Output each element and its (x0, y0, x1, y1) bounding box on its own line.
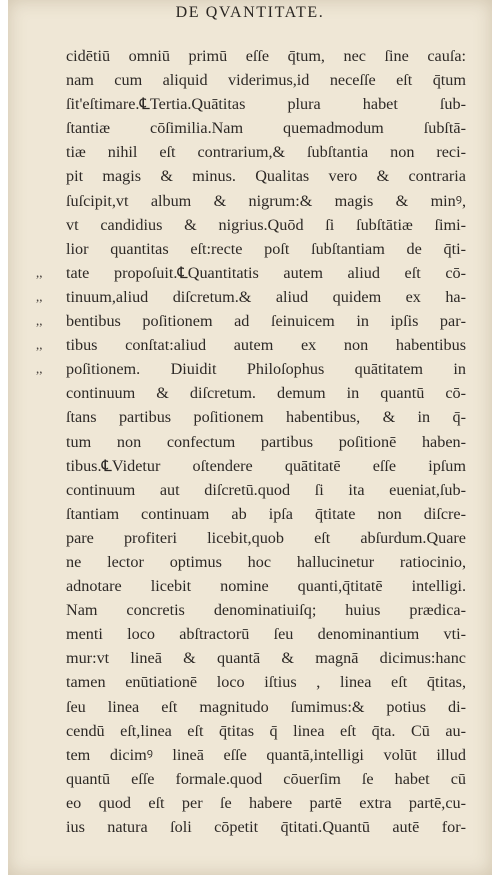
text-line (66, 743, 466, 767)
line-text: ſeu linea eſt magnitudo ſumimus:& potius di‑ (66, 697, 466, 716)
line-text: tinuum,aliud diſcretum.& aliud quidem ex ha‑ (66, 287, 466, 306)
margin-quote-mark: ,, (36, 313, 43, 329)
text-line (66, 405, 466, 429)
line-text: tamen enūtiationē loco iſtius , linea eſt q̄titas, (66, 673, 466, 692)
margin-quote-mark: ,, (36, 361, 43, 377)
text-line (36, 333, 466, 357)
text-line (66, 502, 466, 526)
text-line (66, 550, 466, 574)
line-text: poſitionem. Diuidit Philoſophus quātitatem in (66, 360, 466, 379)
text-line (36, 285, 466, 309)
line-text: eo quod eſt per ſe habere partē extra partē,cu‑ (66, 793, 466, 812)
text-line (66, 164, 466, 188)
line-text: cidētiū omniū primū eſſe q̄tum, nec ſine cauſa: (66, 47, 466, 65)
text-line (66, 140, 466, 164)
text-line (66, 213, 466, 237)
text-line (66, 478, 466, 502)
book-page (8, 0, 492, 875)
text-line (66, 526, 466, 550)
body-text (36, 44, 466, 839)
line-text: tiæ nihil eſt contrarium,& ſubſtantia non reci‑ (66, 143, 466, 162)
text-line (66, 116, 466, 140)
text-line (66, 695, 466, 719)
text-line (36, 357, 466, 381)
text-line (66, 237, 466, 261)
running-title: DE QVANTITATE. (175, 4, 325, 21)
text-line (66, 92, 466, 116)
text-line (66, 767, 466, 791)
text-line (36, 261, 466, 285)
line-text: continuum aut diſcretū.quod ſi ita eueniat,ſub‑ (66, 480, 466, 499)
line-text: continuum & diſcretum. demum in quantū cō‑ (66, 384, 466, 403)
text-line (66, 454, 466, 478)
text-line (66, 622, 466, 646)
line-text: ſtantiam continuam ab ipſa q̄titate non diſcre‑ (66, 504, 466, 523)
line-text: ſit'eſtimare.℄Tertia.Quātitas plura habet ſub‑ (66, 95, 466, 114)
text-line (36, 309, 466, 333)
text-line (66, 189, 466, 213)
line-text: tibus.℄Videtur oſtendere quātitatē eſſe ipſum (66, 456, 466, 475)
text-line (66, 646, 466, 670)
line-text: tem dicimꝰ lineā eſſe quantā,intelligi volūt illud (66, 745, 466, 764)
text-line (66, 44, 466, 68)
line-text: ſtans partibus poſitionem habentibus, & in q̄‑ (66, 408, 466, 427)
line-text: pare profiteri licebit,quob eſt abſurdum.Quare (66, 528, 466, 547)
line-text: cendū eſt,linea eſt q̄titas q̄ linea eſt q̄ta. Cū au‑ (66, 721, 466, 740)
line-text: pit magis & minus. Qualitas vero & contraria (66, 167, 466, 186)
line-text: adnotare licebit nomine quanti,q̄titatē intelligi. (66, 577, 466, 596)
line-text: tate propoſuit.℄Quantitatis autem aliud eſt cō‑ (66, 263, 466, 282)
margin-quote-mark: ,, (36, 288, 43, 304)
margin-quote-mark: ,, (36, 264, 43, 280)
text-line (66, 791, 466, 815)
text-line (66, 68, 466, 92)
line-text: quantū eſſe formale.quod cōuerſim ſe habet cū (66, 769, 466, 788)
line-text: mur:vt lineā & quantā & magnā dicimus:hanc (66, 649, 466, 668)
line-text: Nam concretis denominatiuiſq; huius prædica‑ (66, 601, 466, 620)
text-line (66, 719, 466, 743)
text-line (66, 598, 466, 622)
margin-quote-mark: ,, (36, 337, 43, 353)
text-line (66, 381, 466, 405)
text-line (66, 574, 466, 598)
line-text: ius natura ſoli cōpetit q̄titati.Quantū autē for‑ (66, 818, 466, 836)
text-line (66, 430, 466, 454)
text-line (66, 670, 466, 694)
line-text: ne lector optimus hoc hallucinetur ratiocinio, (66, 552, 466, 571)
line-text: tibus conſtat:aliud autem ex non habentibus (66, 336, 466, 355)
line-text: ſuſcipit,vt album & nigrum:& magis & minꝰ, (66, 191, 466, 210)
line-text: vt candidius & nigrius.Quōd ſi ſubſtātiæ ſimi‑ (66, 215, 466, 234)
text-line (66, 815, 466, 839)
line-text: bentibus poſitionem ad ſeinuicem in ipſis par‑ (66, 312, 466, 331)
line-text: lior quantitas eſt:recte poſt ſubſtantiam de q̄ti‑ (66, 239, 466, 258)
line-text: ſtantiæ cōſimilia.Nam quemadmodum ſubſtā‑ (66, 119, 466, 138)
line-text: tum non confectum partibus poſitionē haben‑ (66, 432, 466, 451)
line-text: nam cum aliquid viderimus,id neceſſe eſt q̄tum (66, 71, 466, 90)
line-text: menti loco abſtractorū ſeu denominantium vti‑ (66, 625, 466, 644)
